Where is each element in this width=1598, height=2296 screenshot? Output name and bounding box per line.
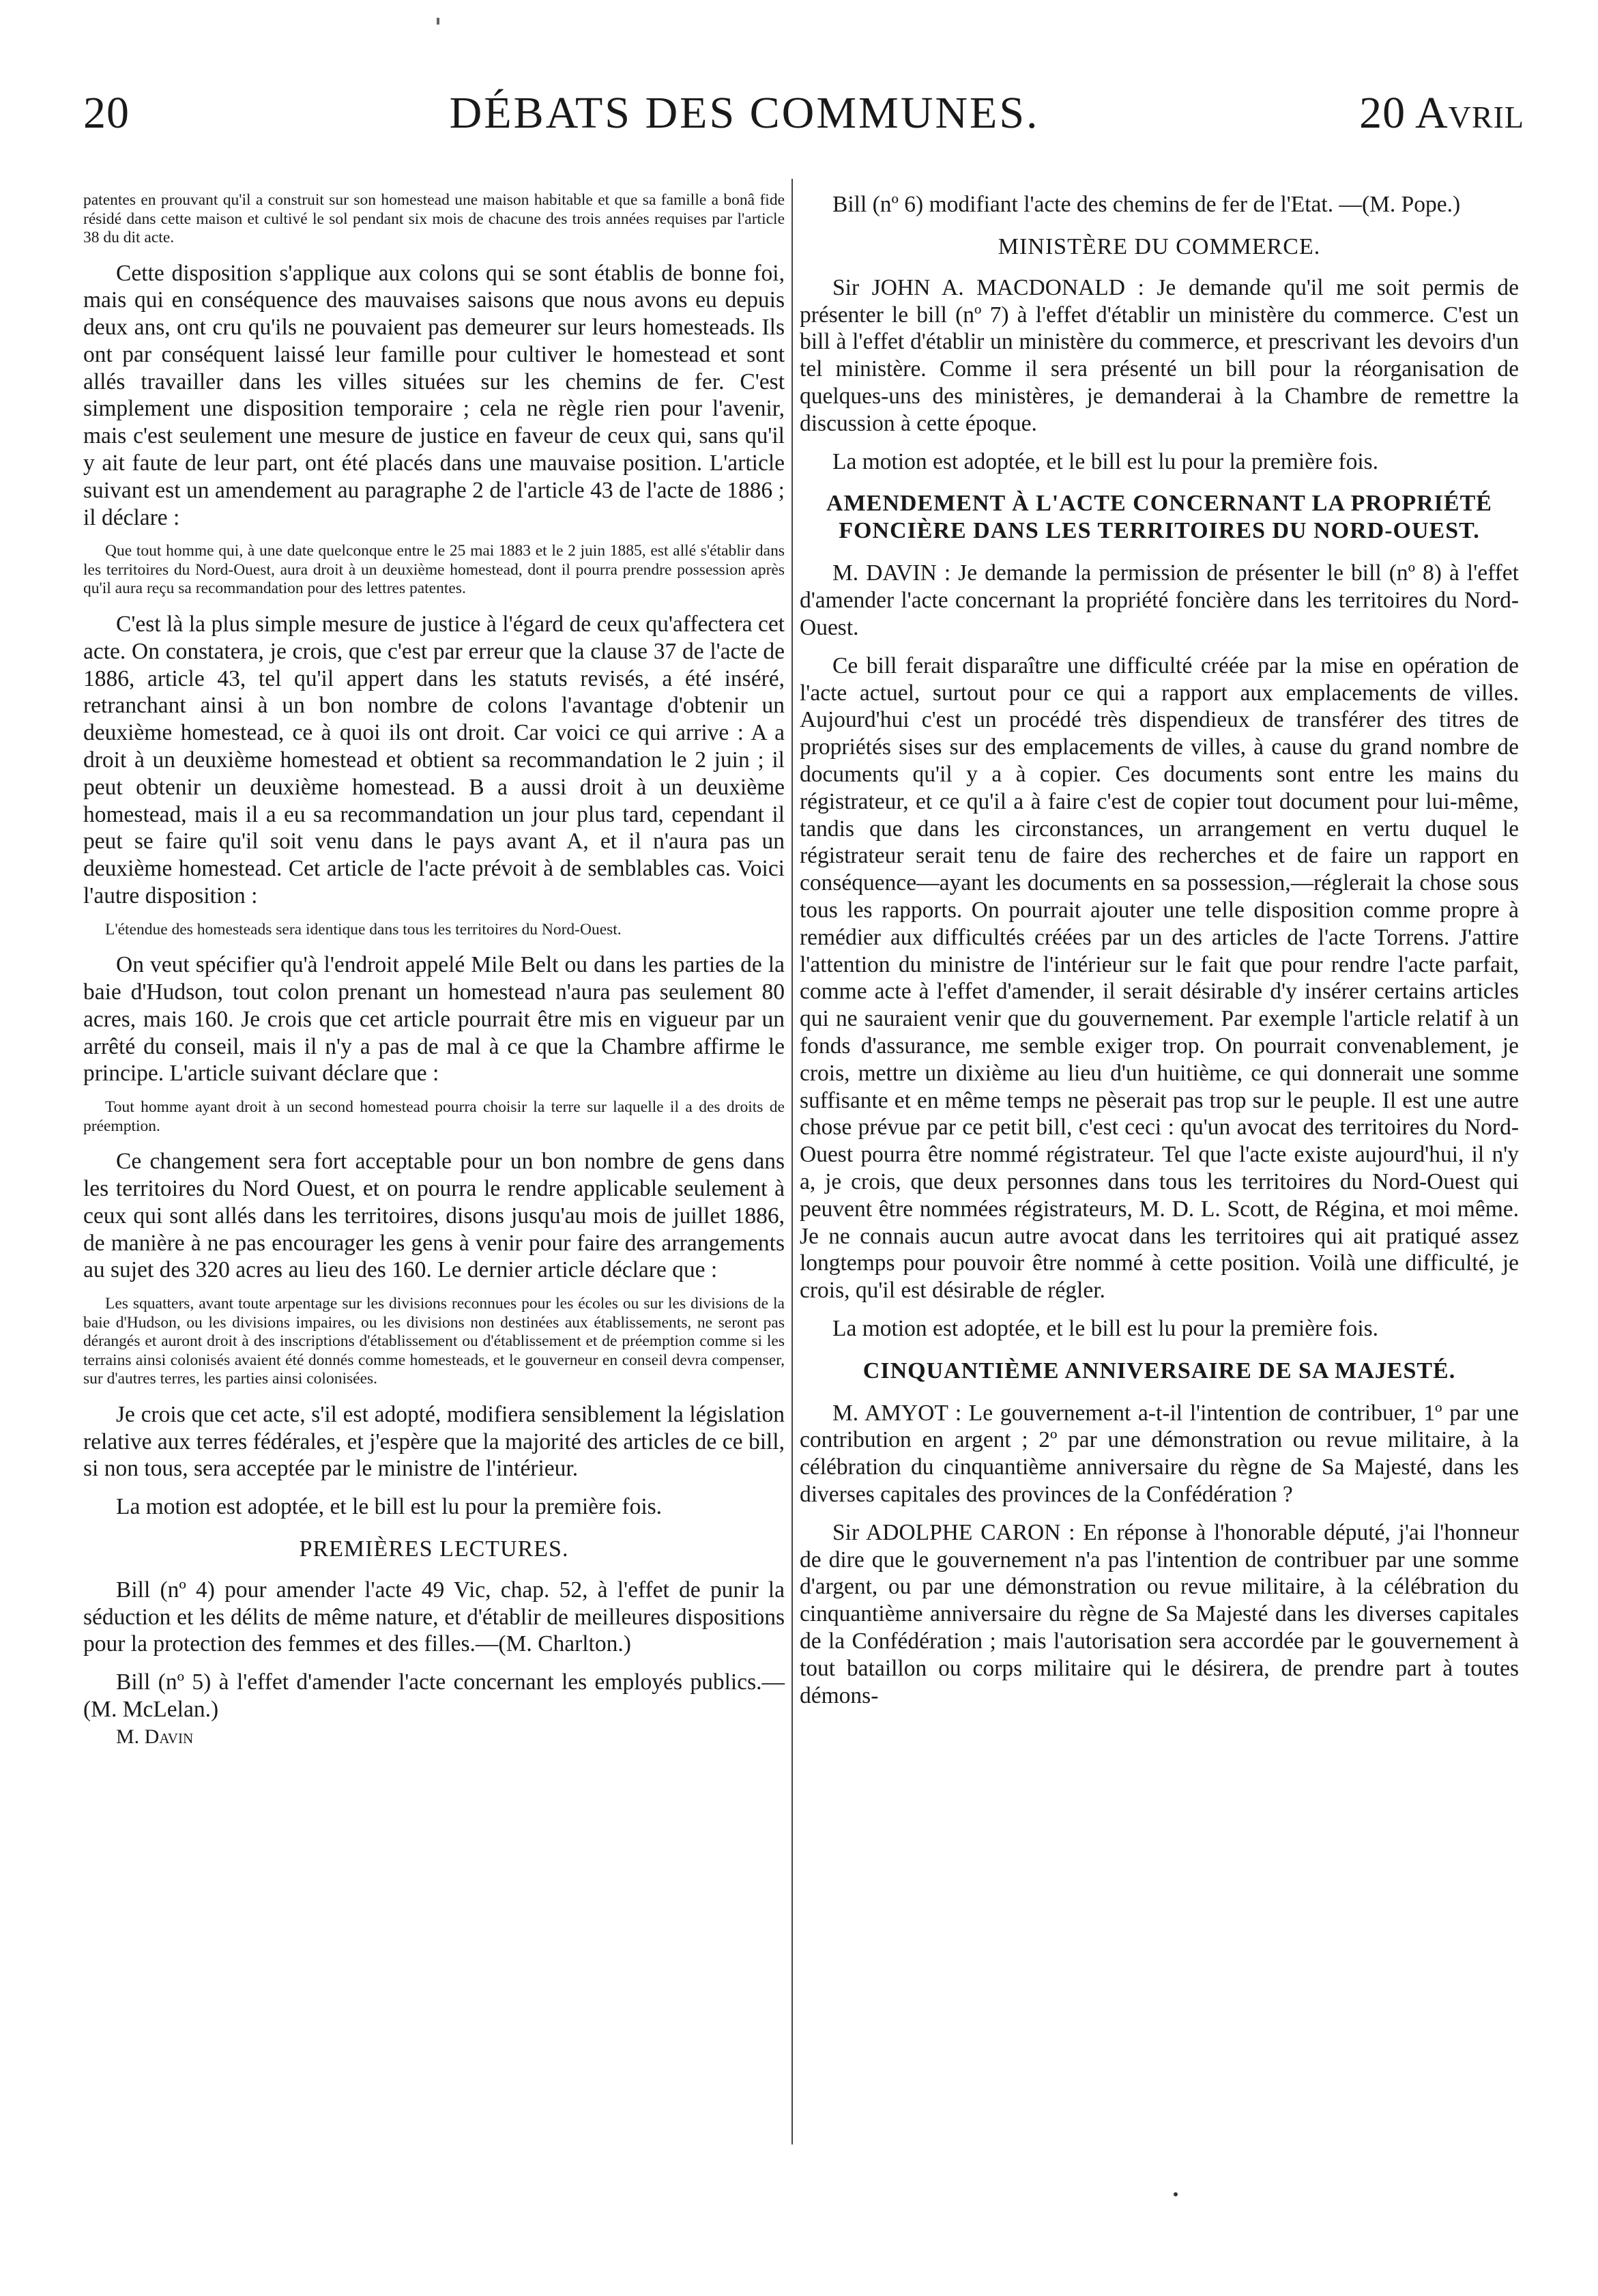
page-number: 20 (83, 88, 130, 138)
speaker-byline: M. Davin (116, 1725, 194, 1748)
paragraph: La motion est adoptée, et le bill est lu pour la première fois. (832, 448, 1379, 474)
paragraph: Bill (nº 4) pour amender l'acte 49 Vic, chap. 52, à l'effet de punir la séduction et les délits de même nature, et d'établir de meilleures dispositions pour la protection des femmes et des filles.—(M. Charlton.) (83, 1577, 785, 1657)
paragraph: M. DAVIN : Je demande la permission de présenter le bill (nº 8) à l'effet d'amender l'acte concernant la propriété foncière dans les territoires du Nord-Ouest. (800, 560, 1519, 640)
quote-text: L'étendue des homesteads sera identique dans tous les territoires du Nord-Ouest. (105, 920, 622, 938)
quote-text: patentes en prouvant qu'il a construit sur son homestead une maison habitable et que sa famille a bonâ fide résidé dans cette maison et cultivé le sol pendant six mois de chacune des trois années requises par l'article 38 du dit acte. (83, 191, 785, 246)
paragraph: M. AMYOT : Le gouvernement a-t-il l'intention de contribuer, 1º par une contribution en argent ; 2º par une démonstration ou revue militaire, à la célébration du cinquantième anniversaire du règne de Sa Majesté, dans les diverses capitales des provinces de la Confédération ? (800, 1400, 1519, 1508)
paragraph: Cette disposition s'applique aux colons qui se sont établis de bonne foi, mais qui en conséquence des mauvaises saisons que nous avons eu depuis deux ans, ont cru qu'ils ne pouvaient pas demeurer sur leurs homesteads. Ils ont par conséquent laissé leur famille pour cultiver le homestead et sont allés travailler dans les villes situées sur les chemins de fer. C'est simplement une disposition temporaire ; cela ne règle rien pour l'avenir, mais c'est seulement une mesure de justice en faveur de ceux qui, sans qu'il y ait faute de leur part, ont été placés dans une mauvaise position. L'article suivant est un amendement au paragraphe 2 de l'article 43 de l'acte de 1886 ; il déclare : (83, 260, 785, 530)
section-heading-ministere: MINISTÈRE DU COMMERCE. (998, 233, 1321, 259)
paragraph: Bill (nº 6) modifiant l'acte des chemins de fer de l'Etat. —(M. Pope.) (832, 192, 1461, 217)
scan-mark (1174, 2192, 1178, 2196)
paragraph: Je crois que cet acte, s'il est adopté, modifiera sensiblement la législation relative aux terres fédérales, et j'espère que la majorité des articles de ce bill, si non tous, sera acceptée par le ministre de l'intérieur. (83, 1401, 785, 1482)
page-date: 20 Avril (1359, 88, 1524, 138)
scan-mark (437, 18, 439, 25)
paragraph: Sir ADOLPHE CARON : En réponse à l'honorable député, j'ai l'honneur de dire que le gouvernement n'a pas l'intention de contribuer par une somme d'argent, ou par une démonstration ou revue militaire, à la célébration du cinquantième anniversaire du règne de Sa Majesté dans les diverses capitales de la Confédération ; mais l'autorisation sera accordée par le gouvernement à tout bataillon ou corps militaire qui le désirera, de prendre part à toutes démons- (800, 1519, 1519, 1708)
section-heading-amendement: AMENDEMENT À L'ACTE CONCERNANT LA PROPRIÉTÉ FONCIÈRE DANS LES TERRITOIRES DU NORD-OUEST. (826, 491, 1492, 544)
quote-text: Tout homme ayant droit à un second homestead pourra choisir la terre sur laquelle il a des droits de préemption. (83, 1098, 785, 1135)
paragraph: La motion est adoptée, et le bill est lu pour la première fois. (832, 1315, 1379, 1341)
paragraph: Ce changement sera fort acceptable pour un bon nombre de gens dans les territoires du Nord Ouest, et on pourra le rendre applicable seulement à ceux qui sont allés dans les territoires, disons jusqu'au mois de juillet 1886, de manière à ne pas encourager les gens à venir pour faire des arrangements au sujet des 320 acres au lieu des 160. Le dernier article déclare que : (83, 1149, 785, 1283)
paragraph: Bill (nº 5) à l'effet d'amender l'acte concernant les employés publics.—(M. McLelan.) (83, 1669, 785, 1723)
paragraph: Sir JOHN A. MACDONALD : Je demande qu'il me soit permis de présenter le bill (nº 7) à l'effet d'établir un ministère du commerce. C'est un bill à l'effet d'établir un ministère du commerce, et prescrivant les devoirs d'un tel ministère. Comme il sera présenté un bill pour la réorganisation de quelques-uns des ministères, je demanderai à la Chambre de remettre la discussion à cette époque. (800, 274, 1519, 436)
section-heading-cinquantieme: CINQUANTIÈME ANNIVERSAIRE DE SA MAJESTÉ. (862, 1358, 1456, 1383)
right-column (800, 191, 1519, 1720)
left-column (83, 191, 785, 1749)
paragraph: On veut spécifier qu'à l'endroit appelé Mile Belt ou dans les parties de la baie d'Hudson, tout colon prenant un homestead n'aura pas seulement 80 acres, mais 160. Je crois que cet article pourrait être mis en vigueur par un arrêté du conseil, mais il n'y a pas de mal à ce que la Chambre affirme le principe. L'article suivant déclare que : (83, 952, 785, 1087)
paragraph: Ce bill ferait disparaître une difficulté créée par la mise en opération de l'acte actuel, surtout pour ce qui a rapport aux emplacements de villes. Aujourd'hui c'est un procédé très dispendieux de transférer des titres de propriétés sises sur des emplacements de villes, à cause du grand nombre de documents qu'il y a à copier. Ces documents sont entre les mains du régistrateur, et ce qu'il a à faire c'est de copier tout document pour lui-même, tandis que dans les circonstances, un arrangement en vertu duquel le régistrateur serait tenu de faire des recherches et de faire un rapport en conséquence—ayant les documents en sa possession,—réglerait la chose sous tous les rapports. On pourrait ajouter une telle disposition comme propre à remédier aux difficultés créées par un des articles de l'acte Torrens. J'attire l'attention du ministre de l'intérieur sur le fait que pour rendre l'acte parfait, comme acte à l'effet d'amender, il serait désirable d'y insérer certains articles qui ne sauraient venir que du gouvernement. Par exemple l'article relatif à un fonds d'assurance, me semble exiger trop. On pourrait convenablement, je crois, mettre un dixième au lieu d'un huitième, ce qui donnerait une somme suffisante et en même temps ne pèserait pas trop sur le peuple. Il est une autre chose prévue par ce petit bill, c'est ceci : qu'un avocat des territoires du Nord-Ouest pourra être nommé régistrateur. Tel que l'acte existe aujourd'hui, il n'y a, je crois, que deux personnes dans tous les territoires du Nord-Ouest qui peuvent être nommées régistrateurs, M. D. L. Scott, de Régina, et moi même. Je ne connais aucun autre avocat dans les territoires qui ait pratiqué assez longtemps pour pouvoir être nommé à cette position. Voilà une difficulté, je crois, qu'il est désirable de régler. (800, 652, 1519, 1304)
paragraph: La motion est adoptée, et le bill est lu pour la première fois. (116, 1494, 663, 1520)
column-divider (791, 179, 793, 2144)
paragraph: C'est là la plus simple mesure de justice à l'égard de ceux qu'affectera cet acte. On constatera, je crois, que c'est par erreur que la clause 37 de l'acte de 1886, article 43, tel qu'il appert dans les statuts revisés, a été inséré, retranchant ainsi à un bon nombre de colons l'avantage d'obtenir un deuxième homestead, ce à quoi ils ont droit. Car voici ce qui arrive : A a droit à un deuxième homestead et obtient sa recommandation le 2 juin ; il peut obtenir un deuxième homestead. B a aussi droit à un deuxième homestead, mais il a eu sa recommandation un jour plus tard, cependant il peut se faire qu'il soit venu dans le pays avant A, et il n'aura pas un deuxième homestead. Cet article de l'acte prévoit à de semblables cas. Voici l'autre disposition : (83, 611, 785, 908)
section-heading-premieres-lectures: PREMIÈRES LECTURES. (299, 1536, 569, 1562)
page-title: DÉBATS DES COMMUNES. (449, 88, 1040, 138)
quote-text: Que tout homme qui, à une date quelconque entre le 25 mai 1883 et le 2 juin 1885, est allé s'établir dans les territoires du Nord-Ouest, aura droit à un deuxième homestead, dont il pourra prendre possession après qu'il aura reçu sa recommandation pour des lettres patentes. (83, 542, 785, 598)
quote-text: Les squatters, avant toute arpentage sur les divisions reconnues pour les écoles ou sur les divisions de la baie d'Hudson, ou les divisions impaires, ou les divisions non destinées aux établissements, ne seront pas dérangés et auront droit à des inscriptions d'établissement ou d'établissement et de préemption comme si les terrains ainsi colonisés avaient été donnés comme homesteads, et le gouverneur en conseil devra compenser, sur d'autres terres, les parties ainsi colonisées. (83, 1295, 785, 1388)
page-header (83, 87, 1524, 153)
